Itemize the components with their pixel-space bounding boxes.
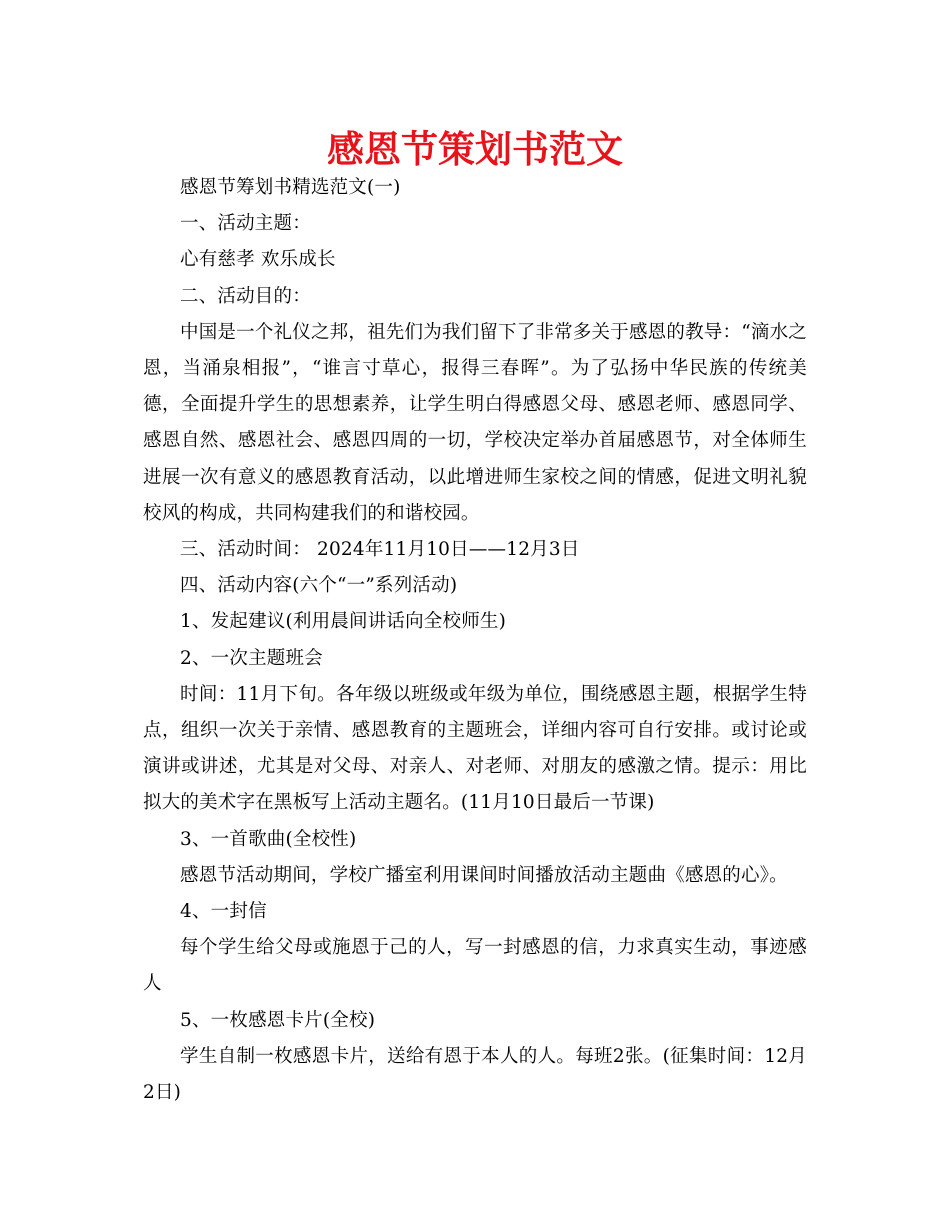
paragraph-letter: 每个学生给父母或施恩于己的人，写一封感恩的信，力求真实生动，事迹感人 [143,937,807,995]
item-gratitude-card: 5、一枚感恩卡片(全校) [180,1009,376,1031]
heading-activity-time: 三、活动时间： 2024年11月10日——12月3日 [180,539,580,561]
item-initiate-proposal: 1、发起建议(利用晨间讲话向全校师生) [180,611,507,633]
paragraph-song: 感恩节活动期间，学校广播室利用课间时间播放活动主题曲《感恩的心》。 [180,864,788,886]
paragraph-subtitle: 感恩节筹划书精选范文(一) [180,177,401,198]
heading-activity-theme: 一、活动主题： [180,213,311,235]
paragraph-theme-slogan: 心有慈孝 欢乐成长 [180,249,336,271]
item-song: 3、一首歌曲(全校性) [180,828,357,850]
heading-activity-content: 四、活动内容(六个“一”系列活动) [180,575,458,597]
paragraph-gratitude-card: 学生自制一枚感恩卡片，送给有恩于本人的人。每班2张。(征集时间：12月2日) [143,1045,807,1104]
document-body [143,170,807,1111]
paragraph-class-meeting: 时间：11月下旬。各年级以班级或年级为单位，围绕感恩主题，根据学生特点，组织一次关于亲情、感恩教育的主题班会，详细内容可自行安排。或讨论或演讲或讲述，尤其是对父母、对亲人、对老师、对朋友的感激之情。提示：用比拟大的美术字在黑板写上活动主题名。(11月10日最后一节课) [143,683,807,814]
item-theme-class-meeting: 2、一次主题班会 [180,647,323,669]
paragraph-purpose: 中国是一个礼仪之邦，祖先们为我们留下了非常多关于感恩的教导：“滴水之恩，当涌泉相报”，“谁言寸草心，报得三春晖”。为了弘扬中华民族的传统美德，全面提升学生的思想素养，让学生明白得感恩父母、感恩老师、感恩同学、感恩自然、感恩社会、感恩四周的一切，学校决定举办首届感恩节，对全体师生进展一次有意义的感恩教育活动，以此增进师生家校之间的情感，促进文明礼貌校风的构成，共同构建我们的和谐校园。 [143,321,807,524]
item-letter: 4、一封信 [180,901,267,923]
heading-activity-purpose: 二、活动目的： [180,285,311,307]
document-title: 感恩节策划书范文 [327,128,623,171]
